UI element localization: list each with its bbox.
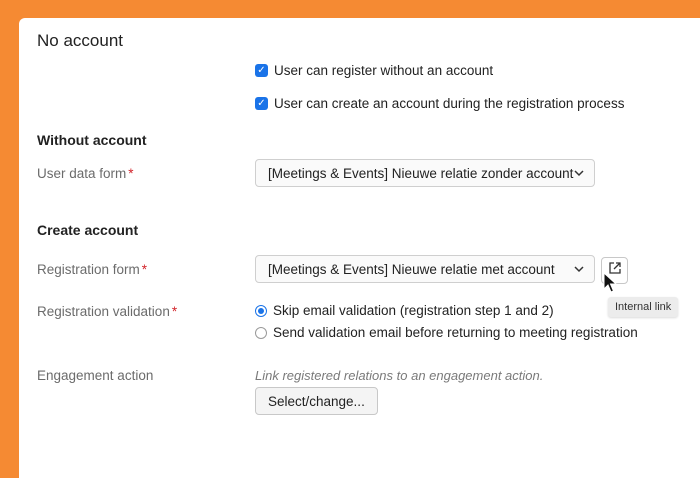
registration-form-label: Registration form * — [37, 262, 148, 277]
required-marker: * — [141, 262, 148, 277]
section-title: No account — [37, 31, 123, 50]
checkbox-checked-icon[interactable]: ✓ — [255, 64, 268, 77]
checkbox-label: User can register without an account — [274, 63, 494, 78]
engagement-action-hint: Link registered relations to an engagement action. — [255, 368, 544, 383]
registration-form-select[interactable] — [255, 255, 595, 283]
select-change-button[interactable]: Select/change... — [255, 387, 378, 415]
mouse-pointer-icon — [603, 272, 617, 299]
required-marker: * — [128, 166, 134, 181]
checkbox-label: User can create an account during the registration process — [274, 96, 625, 111]
radio-unselected-icon[interactable] — [255, 327, 267, 339]
user-data-form-label: User data form * — [37, 166, 134, 181]
registration-validation-label: Registration validation * — [37, 304, 178, 319]
required-marker: * — [171, 304, 178, 319]
checkbox-checked-icon[interactable]: ✓ — [255, 97, 268, 110]
registration-form-value: [Meetings & Events] Nieuwe relatie met account — [268, 261, 555, 277]
send-validation-email-radio[interactable] — [255, 325, 638, 340]
without-account-heading: Without account — [37, 132, 147, 148]
internal-link-tooltip: Internal link — [608, 297, 678, 317]
chevron-down-icon — [574, 266, 584, 273]
user-data-form-select[interactable] — [255, 159, 595, 187]
radio-label: Skip email validation (registration step 1 and 2) — [273, 303, 554, 318]
engagement-action-label: Engagement action — [37, 368, 154, 383]
register-without-account-checkbox[interactable] — [255, 63, 493, 78]
skip-email-validation-radio[interactable] — [255, 303, 554, 318]
radio-label: Send validation email before returning to meeting registration — [273, 325, 638, 340]
create-account-heading: Create account — [37, 222, 139, 238]
chevron-down-icon — [574, 170, 584, 177]
user-data-form-value: [Meetings & Events] Nieuwe relatie zonder account — [268, 165, 574, 181]
radio-selected-icon[interactable] — [255, 305, 267, 317]
settings-panel — [19, 18, 700, 478]
create-account-during-registration-checkbox[interactable] — [255, 96, 624, 111]
